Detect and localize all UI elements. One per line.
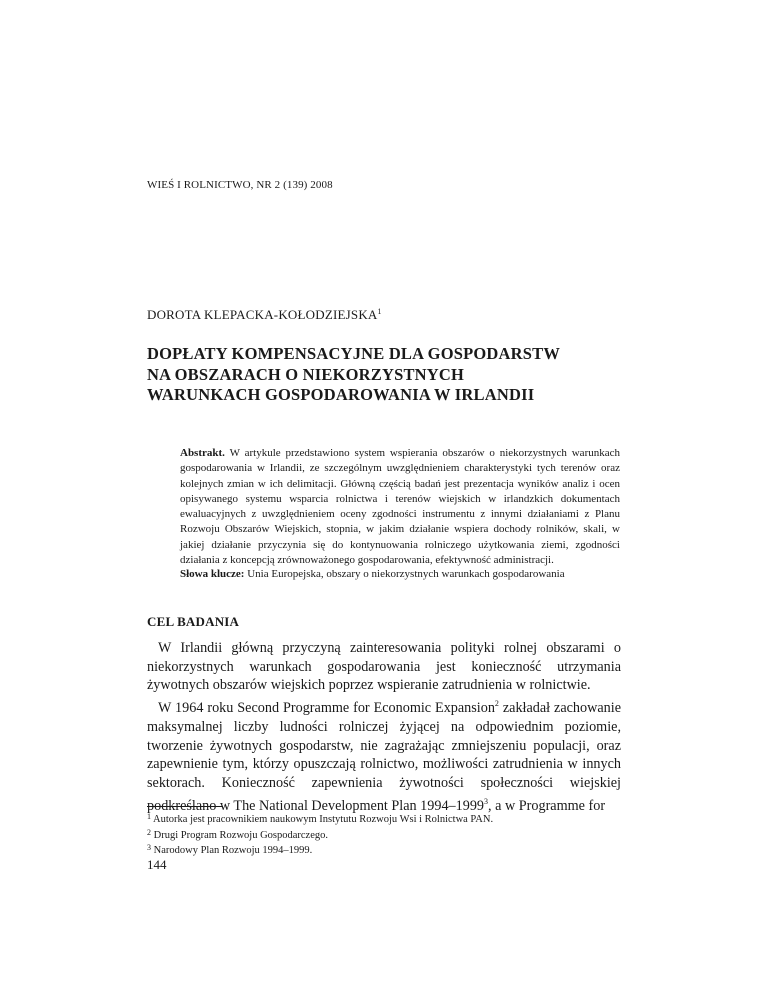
footnote-mark: 3 [147,843,151,852]
keywords-label: Słowa klucze: [180,568,245,580]
title-line: WARUNKACH GOSPODAROWANIA W IRLANDII [147,385,535,404]
abstract-label: Abstrakt. [180,447,225,459]
footnote-text: Narodowy Plan Rozwoju 1994–1999. [153,845,313,856]
paragraph [147,695,621,815]
keywords-text: Unia Europejska, obszary o niekorzystnych warunkach gospodarowania [247,568,565,580]
paragraph-text: zakładał zachowanie maksymalnej liczby ludności rolniczej żyjącej na odpowiednim poziomie, tworzenie żywotnych gospodarstw, nie zagrażając zmniejszeniu populacji, oraz zapewnienie tym, którzy opuszczają rolnictwo, możliwości zatrudnienia w innych sektorach. Konieczność zapewnienia żywotności społeczności wiejskiej podkreślano w The National Development Plan 1994–1999 [147,700,621,814]
title-line: NA OBSZARACH O NIEKORZYSTNYCH [147,364,465,384]
footnote-ref: 2 [494,699,499,709]
footnote [147,827,621,843]
footnote [147,842,621,858]
paragraph-text: , a w Programme for [488,797,606,814]
title-line: DOPŁATY KOMPENSACYJNE DLA GOSPODARSTW [147,344,561,363]
article-title [147,344,627,406]
author-footnote-mark: 1 [377,307,382,316]
author-name: DOROTA KLEPACKA-KOŁODZIEJSKA [147,307,378,322]
paragraph-text: W 1964 roku Second Programme for Economic Expansion [158,700,495,717]
footnote-mark: 2 [147,827,151,837]
footnotes [147,811,621,858]
section-title: CEL BADANIA [147,614,240,629]
keywords [180,567,620,582]
paragraph: W Irlandii główną przyczyną zainteresowania polityki rolnej obszarami o niekorzystnych warunkach gospodarowania jest konieczność utrzymania żywotnych obszarów wiejskich poprzez wspieranie zatrudnienia w rolnictwie. [147,640,621,694]
body-text [147,639,621,815]
journal-header: WIEŚ I ROLNICTWO, NR 2 (139) 2008 [147,179,333,191]
footnote-ref: 3 [484,796,489,806]
footnote-divider [147,806,223,807]
abstract [180,446,620,568]
page-number: 144 [147,857,167,872]
footnote [147,811,621,827]
footnote-mark: 1 [147,812,151,821]
footnote-text: Drugi Program Rozwoju Gospodarczego. [153,829,329,841]
author-line [147,307,382,323]
footnote-text: Autorka jest pracownikiem naukowym Instytutu Rozwoju Wsi i Rolnictwa PAN. [153,814,494,825]
abstract-text: W artykule przedstawiono system wspierania obszarów o niekorzystnych warunkach gospodarowania w Irlandii, ze szczególnym uwzględnieniem charakterystyki tych terenów oraz kolejnych zmian w ich delimitacji. Główną częścią badań jest prezentacja wyników analiz i ocen opisywanego systemu wsparcia rolnictwa i terenów wiejskich w irlandzkich dokumentach ewaluacyjnych z uwzględnieniem oceny zgodności instrumentu z innymi działaniami z Planu Rozwoju Obszarów Wiejskich, stopnia, w jakim działanie wspiera dochody rolników, skali, w jakiej działanie przyczynia się do kontynuowania rolniczego użytkowania ziemi, zgodności działania z koncepcją zrównoważonego gospodarowania, efektywność administracji. [180,447,620,567]
